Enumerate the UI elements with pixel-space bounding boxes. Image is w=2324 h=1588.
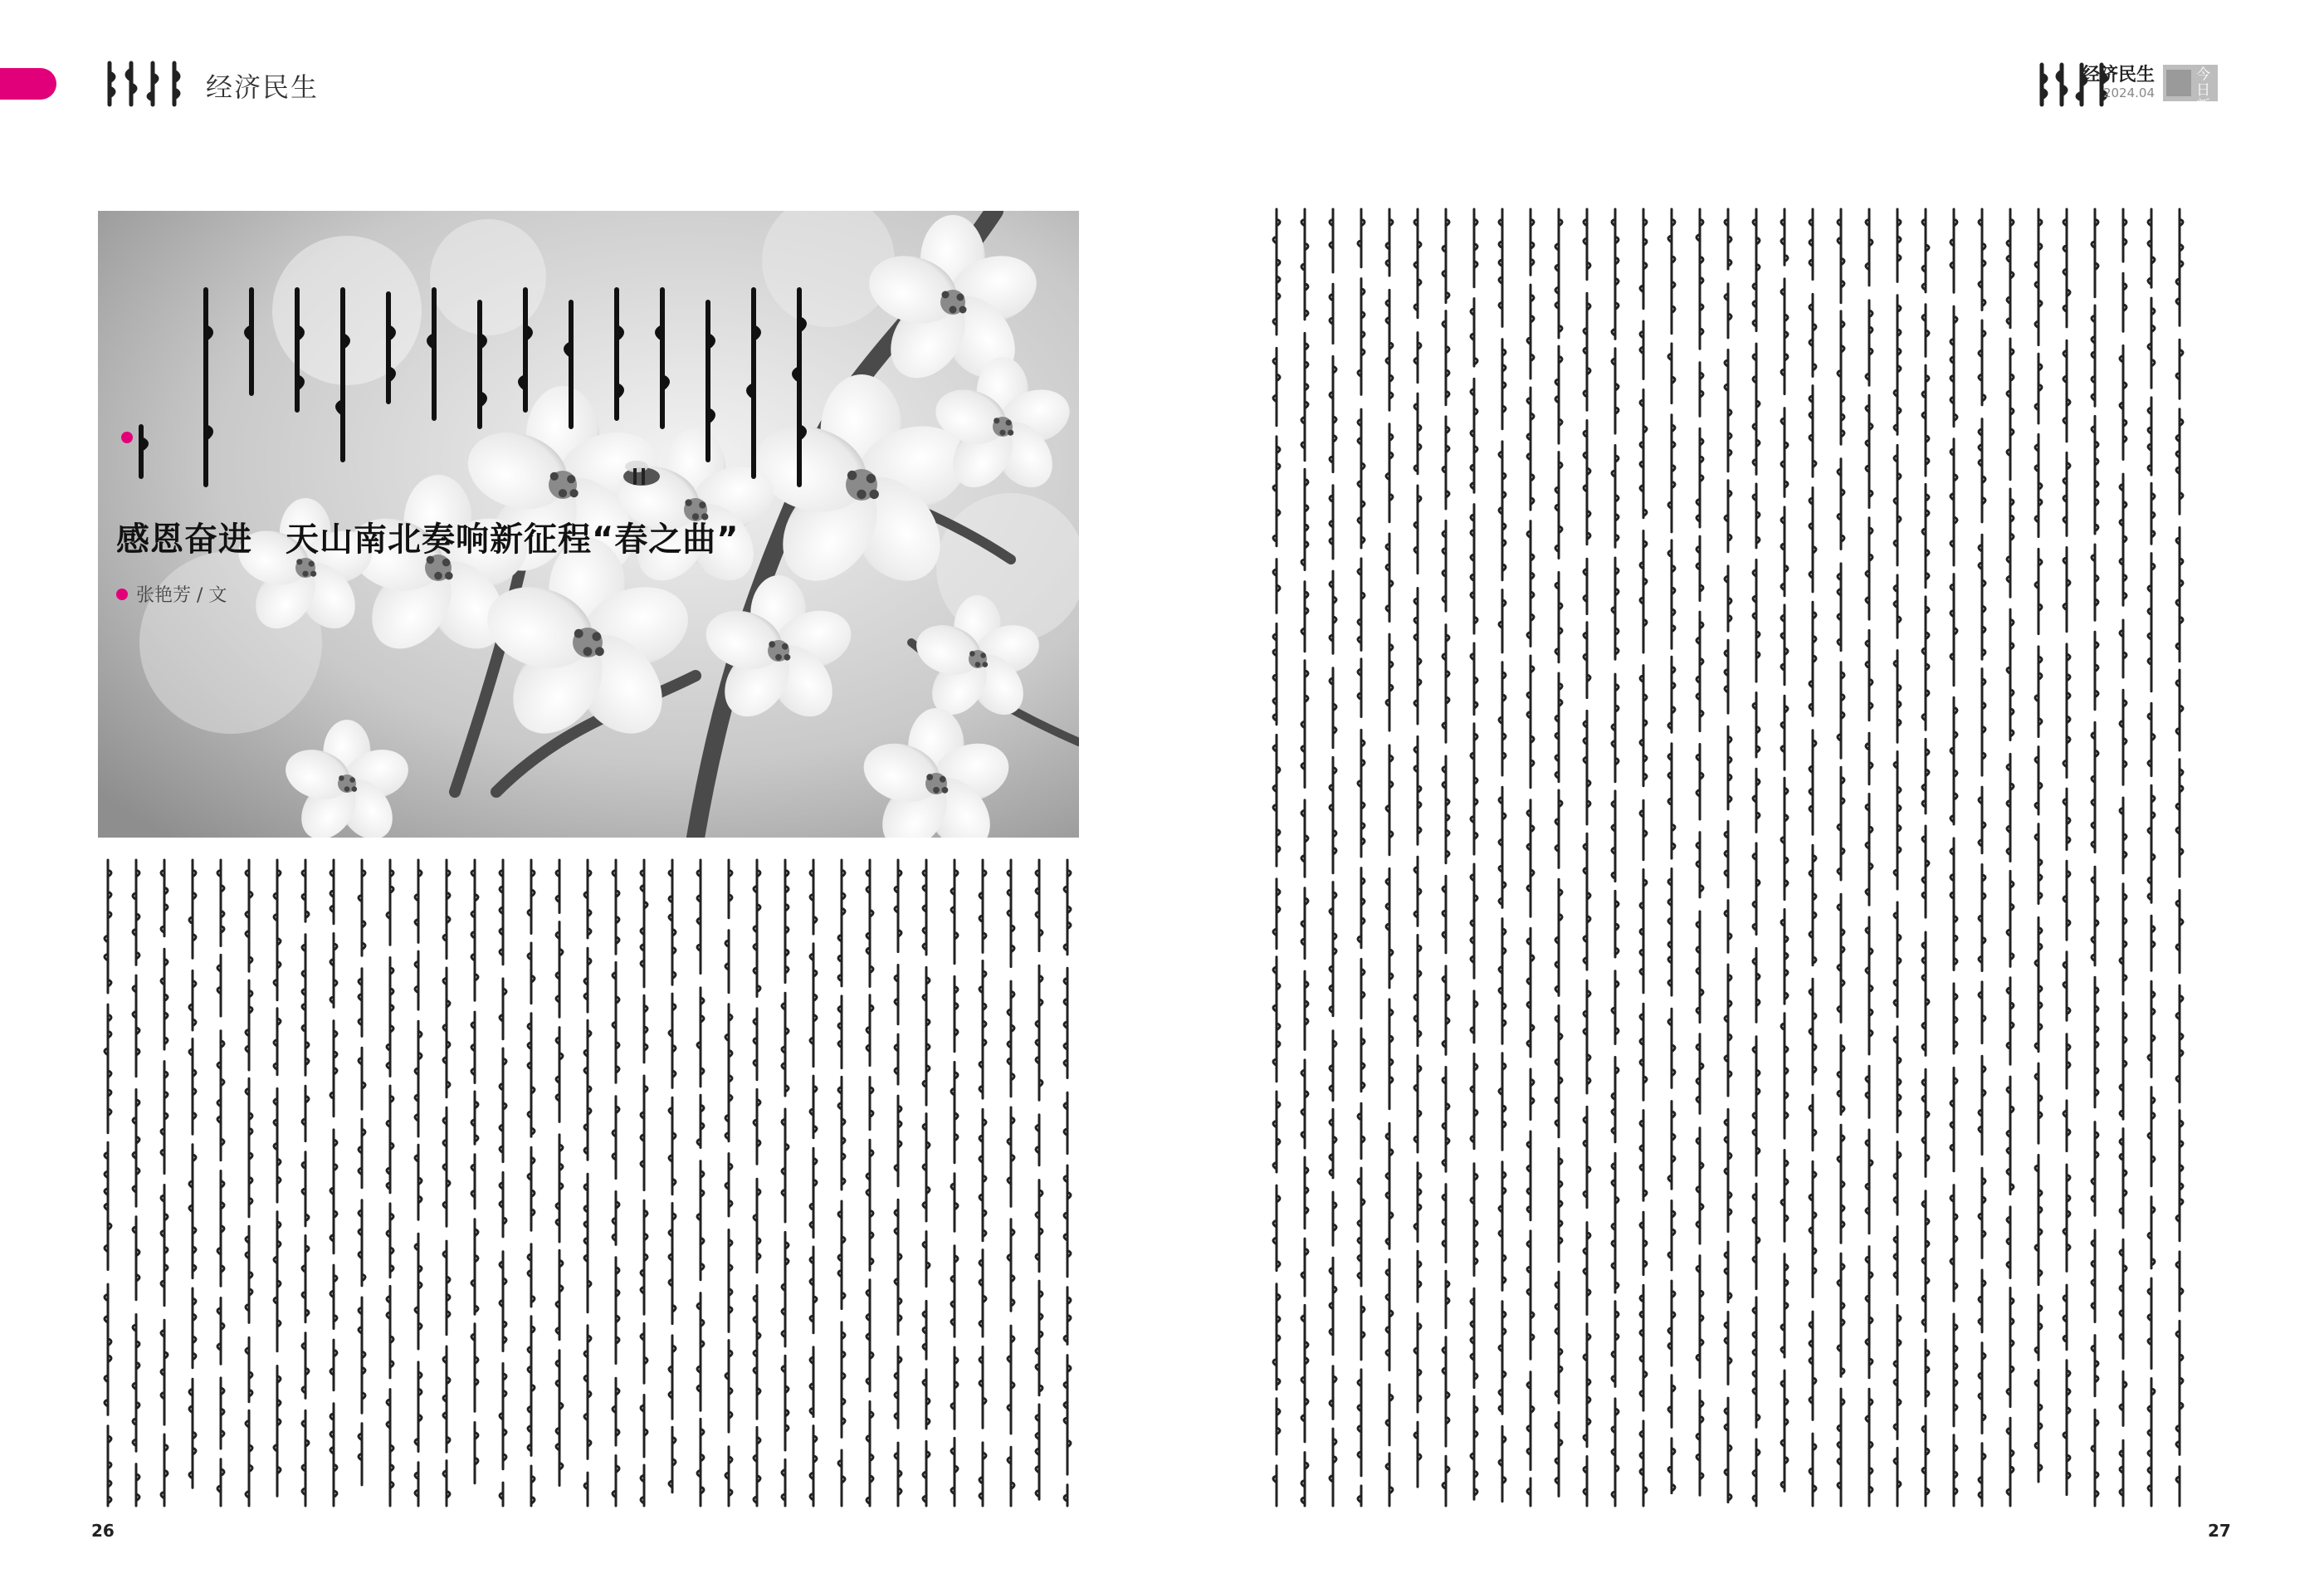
text-column xyxy=(867,860,873,1506)
text-column xyxy=(2007,209,2014,1506)
section-title-right: 经济民生 xyxy=(2081,65,2155,86)
text-column xyxy=(1471,209,1477,1499)
text-column xyxy=(1922,209,1929,1506)
text-column xyxy=(2063,209,2070,1495)
text-column xyxy=(1064,860,1071,1506)
text-column xyxy=(1979,209,1985,1506)
text-column xyxy=(359,860,365,1485)
text-column xyxy=(923,860,930,1506)
text-column xyxy=(217,860,224,1506)
magazine-logo xyxy=(2163,65,2218,130)
article-headline xyxy=(116,513,740,560)
text-column xyxy=(1386,209,1393,1506)
text-column xyxy=(810,860,817,1506)
text-column xyxy=(133,860,139,1506)
text-column xyxy=(274,860,281,1496)
text-column xyxy=(302,860,309,1506)
text-column xyxy=(2148,209,2155,1506)
text-column xyxy=(838,860,845,1506)
text-column xyxy=(1414,209,1421,1487)
text-column xyxy=(584,860,591,1506)
text-column xyxy=(641,860,647,1506)
right-page-body-text xyxy=(1245,204,2191,1511)
text-column xyxy=(2092,209,2098,1506)
text-column xyxy=(1781,209,1788,1491)
text-column xyxy=(782,860,788,1506)
text-column xyxy=(1894,209,1901,1506)
text-column xyxy=(528,860,535,1506)
headline-part-2: 天山南北奏响新征程“春之曲” xyxy=(286,520,740,559)
left-page-body-text xyxy=(98,855,1079,1511)
issue-date: 2024.04 xyxy=(2102,86,2155,100)
text-column xyxy=(105,860,111,1506)
byline-text: 张艳芳 / 文 xyxy=(136,585,227,606)
author-marker-dot xyxy=(121,432,133,443)
text-column xyxy=(1273,209,1280,1506)
text-column xyxy=(1697,209,1703,1495)
text-column xyxy=(443,860,450,1506)
mongolian-section-logo xyxy=(98,56,189,111)
text-column xyxy=(1950,209,1957,1506)
text-column xyxy=(189,860,196,1488)
text-column xyxy=(1866,209,1872,1506)
text-column xyxy=(613,860,619,1506)
section-title-left: 经济民生 xyxy=(206,71,320,103)
text-column xyxy=(951,860,958,1506)
text-column xyxy=(1640,209,1647,1506)
text-column xyxy=(669,860,676,1493)
logo-block xyxy=(2166,70,2191,96)
text-column xyxy=(330,860,337,1506)
page-number-right: 27 xyxy=(2208,1521,2231,1541)
text-column xyxy=(471,860,478,1483)
text-column xyxy=(415,860,422,1506)
page-number-left: 26 xyxy=(91,1521,115,1541)
text-column xyxy=(1527,209,1534,1506)
text-column xyxy=(895,860,901,1506)
text-column xyxy=(1584,209,1590,1506)
text-column xyxy=(2035,209,2042,1482)
text-column xyxy=(1725,209,1731,1502)
text-column xyxy=(1358,209,1365,1506)
text-column xyxy=(161,860,168,1506)
text-column xyxy=(697,860,704,1506)
text-column xyxy=(979,860,986,1506)
headline-part-1: 感恩奋进 xyxy=(116,520,252,559)
text-column xyxy=(1443,209,1449,1506)
text-column xyxy=(387,860,393,1506)
logo-text: 今日新疆 xyxy=(2196,66,2210,130)
text-column xyxy=(1008,860,1014,1506)
header-right xyxy=(2081,65,2218,130)
text-column xyxy=(1301,209,1308,1506)
text-column xyxy=(1330,209,1336,1506)
text-column xyxy=(725,860,732,1506)
text-column xyxy=(1499,209,1506,1502)
article-byline xyxy=(116,581,227,607)
text-column xyxy=(500,860,506,1506)
text-column xyxy=(246,860,252,1506)
section-tab-marker xyxy=(0,68,56,100)
text-column xyxy=(2120,209,2126,1506)
text-column xyxy=(1809,209,1816,1506)
byline-dot xyxy=(116,589,128,600)
text-column xyxy=(556,860,563,1486)
text-column xyxy=(1612,209,1618,1506)
text-column xyxy=(2176,209,2183,1506)
text-column xyxy=(1838,209,1844,1506)
text-column xyxy=(1753,209,1760,1506)
text-column xyxy=(1036,860,1042,1499)
text-column xyxy=(754,860,760,1506)
text-column xyxy=(1555,209,1562,1496)
text-column xyxy=(1668,209,1675,1493)
